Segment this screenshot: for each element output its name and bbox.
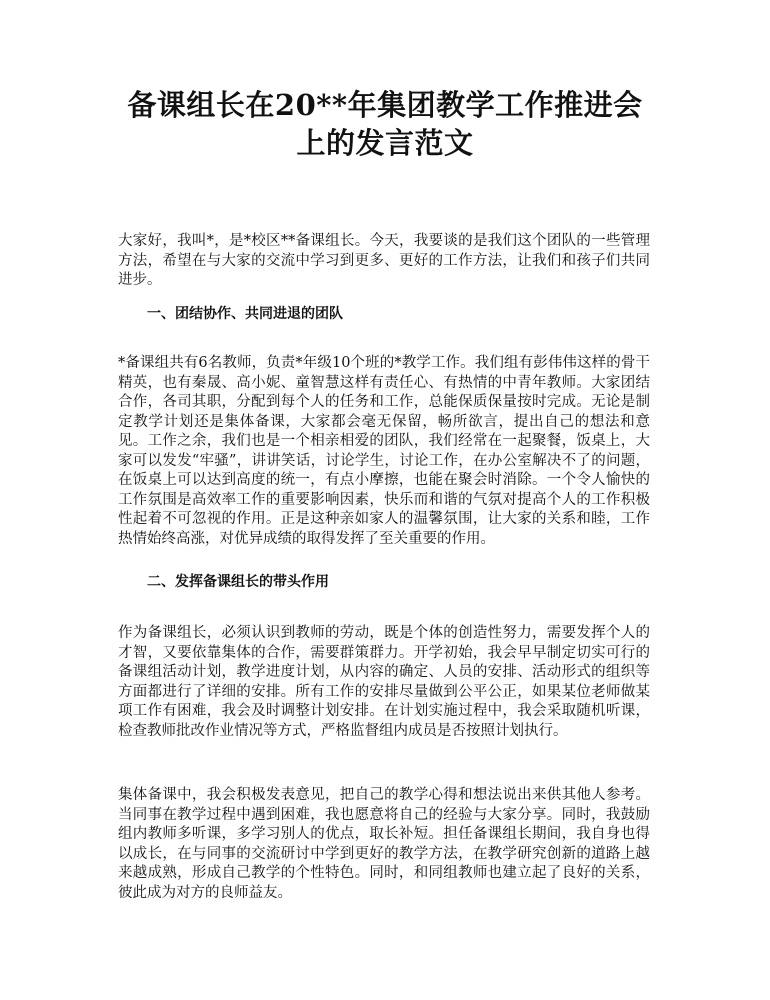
- intro-paragraph: 大家好，我叫*，是*校区**备课组长。今天，我要谈的是我们这个团队的一些管理方法，希望在与大家的交流中学习到更多、更好的工作方法，让我们和孩子们共同进步。: [118, 233, 650, 288]
- title-line-1: 备课组长在20**年集团教学工作推进会: [127, 88, 643, 122]
- section-1-paragraph: *备课组共有6名教师，负责*年级10个班的*教学工作。我们组有彭伟伟这样的骨干精英，也有秦晟、高小妮、童智慧这样有责任心、有热情的中青年教师。大家团结合作，各司其职，分配到每个人的任务和工作，总能保质保量按时完成。无论是制定教学计划还是集体备课，大家都会毫无保留，畅所欲言，提出自己的想法和意见。工作之余，我们也是一个相亲相爱的团队，我们经常在一起聚餐，饭桌上，大家可以发发“牢骚”，讲讲笑话，讨论学生，讨论工作，在办公室解决不了的问题，在饭桌上可以达到高度的统一，有点小摩擦，也能在聚会时消除。一个令人愉快的工作氛围是高效率工作的重要影响因素，快乐而和谐的气氛对提高个人的工作积极性起着不可忽视的作用。正是这种亲如家人的温馨氛围，让大家的关系和睦，工作热情始终高涨，对优异成绩的取得发挥了至关重要的作用。: [118, 355, 650, 547]
- section-2-heading: 二、发挥备课组长的带头作用: [147, 574, 329, 590]
- section-1-heading: 一、团结协作、共同进退的团队: [147, 306, 343, 322]
- title-line-2: 上的发言范文: [296, 126, 474, 160]
- section-2-paragraph-1: 作为备课组长，必须认识到教师的劳动，既是个体的创造性努力，需要发挥个人的才智，又要依靠集体的合作，需要群策群力。开学初始，我会早早制定切实可行的备课组活动计划，教学进度计划，从内容的确定、人员的安排、活动形式的组织等方面都进行了详细的安排。所有工作的安排尽量做到公平公正，如果某位老师做某项工作有困难，我会及时调整计划安排。在计划实施过程中，我会采取随机听课，检查教师批改作业情况等方式，严格监督组内成员是否按照计划执行。: [118, 625, 650, 739]
- document-title: [100, 86, 670, 162]
- section-2-paragraph-2: 集体备课中，我会积极发表意见，把自己的教学心得和想法说出来供其他人参考。当同事在教学过程中遇到困难，我也愿意将自己的经验与大家分享。同时，我鼓励组内教师多听课，多学习别人的优点，取长补短。担任备课组长期间，我自身也得以成长，在与同事的交流研讨中学到更好的教学方法，在教学研究创新的道路上越来越成熟，形成自己教学的个性特色。同时，和同组教师也建立起了良好的关系，彼此成为对方的良师益友。: [118, 787, 650, 901]
